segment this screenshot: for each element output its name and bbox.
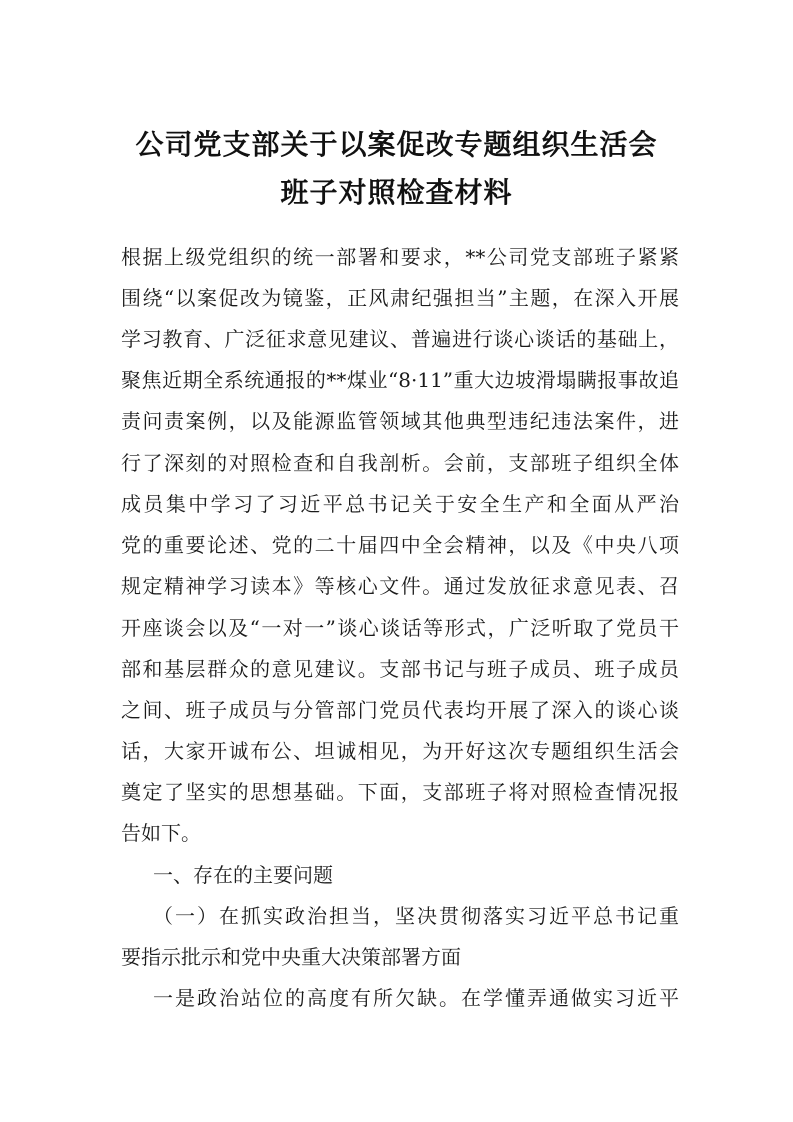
body-line: 党的重要论述、党的二十届四中全会精神，以及《中央八项 <box>121 533 679 557</box>
document-title-line-2: 班子对照检查材料 <box>280 176 513 209</box>
body-line: 学习教育、广泛征求意见建议、普遍进行谈心谈话的基础上， <box>121 327 679 351</box>
body-line: 聚焦近期全系统通报的**煤业“8·11”重大边坡滑塌瞒报事故追 <box>121 368 679 392</box>
body-line: 成员集中学习了习近平总书记关于安全生产和全面从严治 <box>121 492 679 516</box>
subsection-heading-continued: 要指示批示和党中央重大决策部署方面 <box>121 945 461 969</box>
body-line: 行了深刻的对照检查和自我剖析。会前，支部班子组织全体 <box>121 451 679 475</box>
body-line: 奠定了坚实的思想基础。下面，支部班子将对照检查情况报 <box>121 780 679 804</box>
body-line: 告如下。 <box>121 821 201 845</box>
subsection-heading: （一）在抓实政治担当，坚决贯彻落实习近平总书记重 <box>153 904 679 928</box>
body-line: 围绕“以案促改为镜鉴，正风肃纪强担当”主题，在深入开展 <box>121 286 679 310</box>
body-line: 话，大家开诚布公、坦诚相见，为开好这次专题组织生活会 <box>121 739 679 763</box>
body-line: 责问责案例，以及能源监管领域其他典型违纪违法案件，进 <box>121 409 679 433</box>
body-line: 开座谈会以及“一对一”谈心谈话等形式，广泛听取了党员干 <box>121 616 679 640</box>
body-line: 规定精神学习读本》等核心文件。通过发放征求意见表、召 <box>121 574 679 598</box>
body-line: 部和基层群众的意见建议。支部书记与班子成员、班子成员 <box>121 657 679 681</box>
body-line: 一是政治站位的高度有所欠缺。在学懂弄通做实习近平 <box>153 986 679 1010</box>
body-line: 根据上级党组织的统一部署和要求，**公司党支部班子紧紧 <box>121 245 679 269</box>
section-heading: 一、存在的主要问题 <box>153 863 333 887</box>
body-line: 之间、班子成员与分管部门党员代表均开展了深入的谈心谈 <box>121 698 679 722</box>
document-title-line-1: 公司党支部关于以案促改专题组织生活会 <box>135 128 658 161</box>
